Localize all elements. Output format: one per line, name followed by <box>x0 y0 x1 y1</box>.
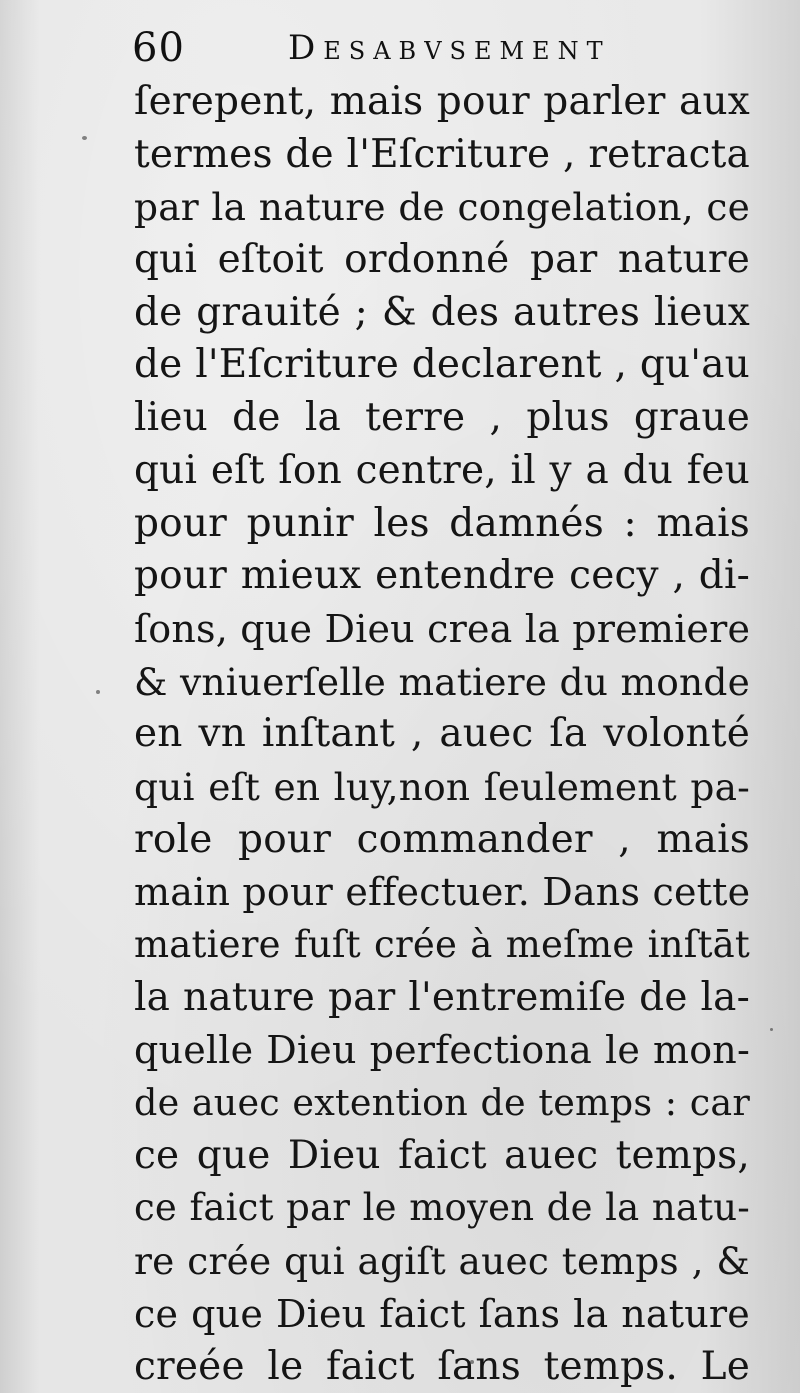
text-line: role pour commander , mais <box>134 816 750 862</box>
body-text <box>134 76 750 1393</box>
text-line: ce faict par le moyen de la natu- <box>134 1186 750 1230</box>
ink-speck <box>82 136 87 140</box>
page-header <box>132 16 752 76</box>
text-line: pour mieux entendre cecy , di- <box>134 553 750 599</box>
text-line: qui eſtoit ordonné par nature <box>134 237 750 283</box>
text-line: ſons, que Dieu crea la premiere <box>134 606 751 651</box>
text-line: creée le faict ſans temps. Le <box>134 1343 750 1389</box>
text-line: main pour effectuer. Dans cette <box>134 870 751 915</box>
page-number: 60 <box>132 25 185 71</box>
text-line: ce que Dieu faict ſans la nature <box>134 1291 750 1336</box>
text-line: de l'Eſcriture declarent , qu'au <box>134 342 750 388</box>
ink-speck <box>770 1028 773 1031</box>
text-line: de grauité ; & des autres lieux <box>134 289 750 335</box>
text-line: la nature par l'entremiſe de la- <box>134 974 750 1020</box>
ink-speck <box>96 690 100 694</box>
text-line: par la nature de congelation, ce <box>134 185 750 230</box>
running-title: Desabvsement <box>288 28 611 68</box>
text-line: de auec extention de temps : car <box>134 1081 750 1125</box>
text-line: quelle Dieu perfectiona le mon- <box>134 1028 750 1073</box>
text-line: qui eſt en luy,non ſeulement pa- <box>134 764 750 809</box>
text-line: pour punir les damnés : mais <box>134 500 750 546</box>
text-line: en vn inſtant , auec ſa volonté <box>134 711 750 757</box>
text-line: & vniuerſelle matiere du monde <box>134 659 750 704</box>
text-line: qui eſt ſon centre, il y a du feu <box>134 447 750 493</box>
text-line: ſerepent, mais pour parler aux <box>134 79 750 124</box>
text-line: matiere fuſt crée à meſme inſtāt <box>134 923 750 966</box>
text-line: ce que Dieu faict auec temps, <box>134 1132 750 1178</box>
text-line: re crée qui agiſt auec temps , & <box>134 1239 750 1284</box>
text-line: lieu de la terre , plus graue <box>134 395 750 441</box>
text-line: termes de l'Eſcriture , retracta <box>134 131 750 177</box>
